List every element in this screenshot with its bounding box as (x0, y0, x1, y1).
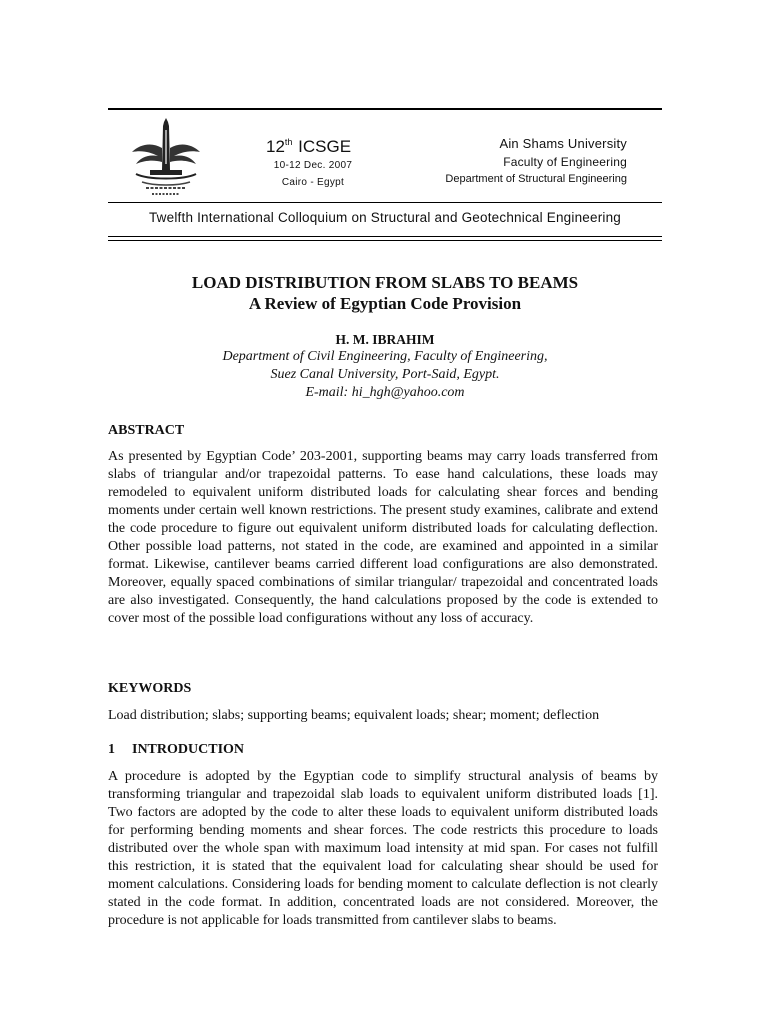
abstract-heading: ABSTRACT (108, 423, 185, 438)
conference-location: Cairo - Egypt (281, 177, 345, 188)
section-title: INTRODUCTION (132, 742, 245, 757)
conference-ordinal: th (284, 137, 293, 147)
university-block (445, 136, 627, 187)
affiliation-department: Department of Civil Engineering, Faculty of Engineering, (222, 349, 548, 364)
conference-name (266, 132, 366, 157)
paper-title: LOAD DISTRIBUTION FROM SLABS TO BEAMS (191, 273, 579, 292)
introduction-heading (108, 742, 244, 758)
keywords-heading: KEYWORDS (108, 681, 192, 696)
header-top-rule (108, 108, 662, 110)
conference-acronym: ICSGE (298, 137, 352, 156)
conference-dates: 10-12 Dec. 2007 (273, 160, 353, 171)
introduction-text: A procedure is adopted by the Egyptian code to simplify structural analysis of beams by transforming triangular and trapezoidal slab loads to equivalent uniform distributed loads [1]. Two factors are adopted by the code to alter these loads to equivalent uniform distributed loads for performing bending moments and shear forces. The code restricts this procedure to loads distributed over the whole span with maximum load intensity at mid span. For cases not fulfill this restriction, it is stated that the equivalent load for calculating shear should be used for moment calculations. Considering loads for bending moment to calculate deflection is not clearly stated in the code format. In addition, concentrated loads are not considered. Moreover, the procedure is not applicable for loads transmitted from cantilever slabs to beams. (108, 769, 658, 928)
department-name: Department of Structural Engineering (445, 173, 627, 185)
author-name: H. M. IBRAHIM (335, 332, 435, 347)
conference-number: 12 (266, 137, 285, 156)
abstract-text: As presented by Egyptian Code’ 203-2001, supporting beams may carry loads transferred from slabs of triangular and/or trapezoidal patterns. To ease hand calculations, these loads may remodeled to equivalent uniform distributed loads for calculating shear forces and bending moments under certain well known restrictions. The present study examines, calibrate and extend the code procedure to figure out equivalent uniform distributed loads for calculating deflection. Other possible load patterns, not stated in the code, are examined and appointed in a similar format. Likewise, cantilever beams carried different load configurations are also demonstrated. Moreover, equally spaced combinations of similar triangular/ trapezoidal and concentrated loads are also investigated. Consequently, the hand calculations proposed by the code is extended to cover most of the possible load configurations without any loss of accuracy. (108, 449, 658, 626)
header-middle-rule (108, 202, 662, 203)
section-number: 1 (108, 742, 115, 757)
keywords-text: Load distribution; slabs; supporting beams; equivalent loads; shear; moment; deflection (108, 708, 600, 723)
faculty-name: Faculty of Engineering (503, 155, 627, 169)
header-double-rule-lower (108, 240, 662, 241)
conference-block (266, 132, 366, 188)
header-double-rule-upper (108, 236, 662, 237)
university-name: Ain Shams University (499, 136, 627, 151)
author-email: E-mail: hi_hgh@yahoo.com (305, 385, 465, 400)
affiliation-university: Suez Canal University, Port-Said, Egypt. (270, 367, 500, 382)
university-seal-icon (128, 118, 204, 198)
colloquium-title: Twelfth International Colloquium on Structural and Geotechnical Engineering (148, 210, 622, 225)
paper-subtitle: A Review of Egyptian Code Provision (248, 294, 522, 313)
